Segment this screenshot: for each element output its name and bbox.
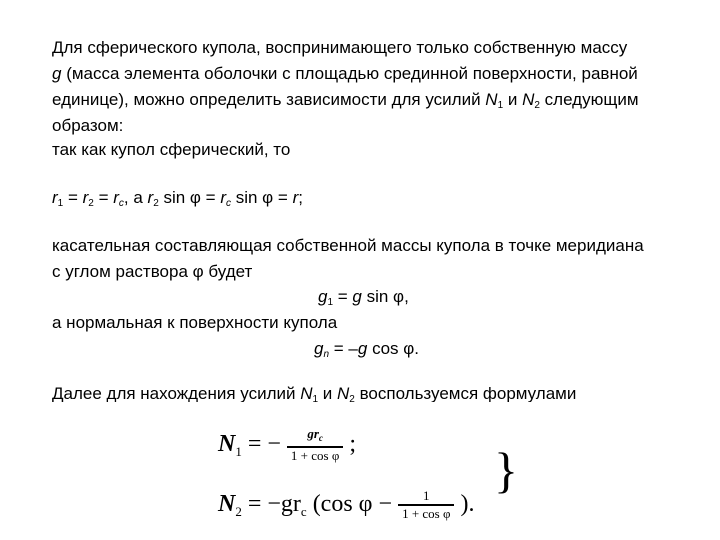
subscript: n bbox=[323, 349, 330, 360]
subscript: 2 bbox=[534, 100, 540, 111]
text-line bbox=[52, 61, 688, 87]
text-span: , а bbox=[123, 188, 148, 207]
symbol-r: r bbox=[113, 188, 119, 207]
text-span: sin φ = bbox=[158, 188, 221, 207]
text-span: так как купол сферический, то bbox=[52, 140, 291, 159]
text-span: cos φ. bbox=[367, 339, 419, 358]
symbol-N: N bbox=[485, 90, 498, 109]
text-span: sin φ = bbox=[231, 188, 293, 207]
symbol-N: N bbox=[300, 384, 313, 402]
subscript: 2 bbox=[88, 198, 94, 209]
subscript: 1 bbox=[497, 100, 504, 111]
text-span: следующим bbox=[539, 90, 639, 109]
subscript: c bbox=[318, 433, 323, 444]
subscript: c bbox=[226, 198, 231, 209]
text-span: Далее для нахождения усилий bbox=[52, 384, 301, 402]
symbol-N: N bbox=[218, 491, 236, 517]
text-span: Для сферического купола, воспринимающего только собственную массу bbox=[52, 38, 628, 57]
symbol-r: r bbox=[52, 188, 58, 207]
text-span: и bbox=[318, 384, 337, 402]
symbol-g: g bbox=[357, 339, 368, 358]
equals: = − bbox=[247, 431, 281, 457]
text-span: образом: bbox=[52, 116, 124, 135]
text-span: единице), можно определить зависимости для усилий bbox=[52, 90, 486, 109]
subscript: 2 bbox=[349, 394, 355, 402]
text-line bbox=[52, 35, 688, 61]
numerator bbox=[287, 426, 343, 446]
text-span: и bbox=[503, 90, 523, 109]
symbol-N: N bbox=[218, 431, 236, 457]
text-line bbox=[52, 137, 688, 163]
subscript: c bbox=[300, 504, 307, 519]
clipped-line bbox=[52, 381, 688, 402]
equals: = bbox=[93, 188, 114, 207]
equals-gr: = −gr bbox=[247, 491, 301, 517]
semicolon: ; bbox=[349, 431, 357, 457]
brace: } bbox=[494, 442, 518, 498]
equation-r bbox=[52, 185, 688, 217]
equals: = bbox=[333, 287, 353, 306]
symbol-r: r bbox=[292, 188, 299, 207]
denominator: 1 + cos φ bbox=[287, 446, 343, 464]
text-span: ; bbox=[298, 188, 303, 207]
numerator: 1 bbox=[423, 488, 430, 504]
symbol-r: r bbox=[147, 188, 154, 207]
text-line bbox=[52, 310, 688, 336]
text-line bbox=[52, 233, 688, 259]
symbol-g: g bbox=[52, 64, 62, 83]
equation-gn bbox=[314, 336, 419, 368]
subscript: 1 bbox=[312, 394, 319, 402]
text-line bbox=[52, 381, 576, 402]
text-span: воспользуемся формулами bbox=[354, 384, 577, 402]
text-span: sin φ, bbox=[361, 287, 409, 306]
text-line bbox=[52, 259, 688, 285]
symbol-g: g bbox=[352, 287, 362, 306]
subscript: 1 bbox=[235, 444, 242, 459]
symbol-g: g bbox=[314, 339, 324, 358]
symbol-N: N bbox=[522, 90, 535, 109]
subscript: 1 bbox=[57, 198, 64, 209]
subscript: 2 bbox=[235, 504, 242, 519]
symbol-r: r bbox=[220, 188, 226, 207]
text-span: (масса элемента оболочки с площадью срединной поверхности, равной bbox=[61, 64, 638, 83]
denominator: 1 + cos φ bbox=[398, 504, 454, 522]
equals: = bbox=[63, 188, 83, 207]
paren-close: ). bbox=[460, 491, 475, 517]
symbol-g: g bbox=[318, 287, 328, 306]
text-span: касательная составляющая собственной массы купола в точке меридиана bbox=[52, 236, 644, 255]
subscript: 1 bbox=[327, 297, 334, 308]
fraction bbox=[287, 426, 343, 464]
equals: = – bbox=[329, 339, 358, 358]
text-span: а нормальная к поверхности купола bbox=[52, 313, 338, 332]
formula-N1 bbox=[218, 424, 356, 464]
fraction bbox=[398, 488, 454, 522]
symbol-N: N bbox=[337, 384, 350, 402]
formula-N2 bbox=[218, 484, 474, 524]
text-span: с углом раствора φ будет bbox=[52, 262, 253, 281]
numerator-text: gr bbox=[307, 426, 319, 442]
subscript: c bbox=[118, 198, 124, 209]
subscript: 2 bbox=[153, 198, 159, 209]
paren-open: (cos φ − bbox=[312, 491, 393, 517]
symbol-r: r bbox=[82, 188, 89, 207]
text-line bbox=[52, 113, 688, 139]
